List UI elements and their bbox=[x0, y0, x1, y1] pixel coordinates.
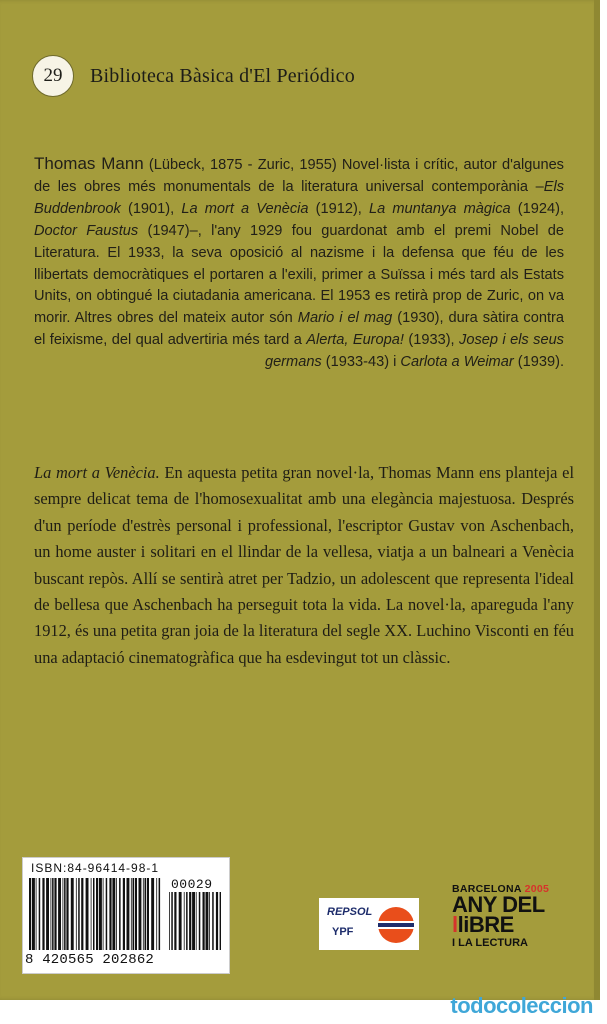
work-title: Els Buddenbrook bbox=[34, 178, 564, 217]
any-main-line-1: ANY DEL bbox=[452, 892, 545, 917]
bio-text: (1901), bbox=[120, 200, 182, 217]
barcode-bar bbox=[51, 878, 52, 950]
barcode-bar bbox=[179, 892, 182, 950]
barcode-bar bbox=[143, 878, 144, 950]
barcode-bar bbox=[36, 878, 37, 950]
any-main-line-2: liBRE bbox=[457, 912, 514, 937]
series-title: Biblioteca Bàsica d'El Periódico bbox=[90, 64, 355, 87]
barcode-bar bbox=[184, 892, 185, 950]
bio-text: (1933), bbox=[403, 332, 460, 349]
work-title: Carlota a Weimar bbox=[400, 354, 514, 371]
barcode-bar bbox=[206, 892, 209, 950]
barcode-bar bbox=[145, 878, 147, 950]
any-subtitle: I LA LECTURA bbox=[452, 937, 528, 949]
bio-text: (1930), dura sàtira contra el feixisme, del qual advertiria més tard a bbox=[34, 310, 564, 349]
barcode-bar bbox=[174, 892, 176, 950]
barcode-addon-bars bbox=[169, 892, 221, 950]
barcode-bar bbox=[103, 878, 104, 950]
bio-text: (Lübeck, 1875 - Zuric, 1955) Novel·lista i crític, autor d'algunes de les obres més monumentals de la literatura universal contemporània – bbox=[34, 157, 564, 195]
work-title: La mort a Venècia bbox=[181, 200, 309, 217]
barcode-bar bbox=[189, 892, 191, 950]
barcode-bar bbox=[86, 878, 89, 950]
author-name: Thomas Mann bbox=[34, 154, 144, 173]
barcode-bar bbox=[196, 892, 197, 950]
barcode-bar bbox=[133, 878, 135, 950]
barcode-bar bbox=[54, 878, 56, 950]
barcode-bar bbox=[78, 878, 80, 950]
any-year: 2005 bbox=[524, 883, 550, 895]
barcode-bar bbox=[109, 878, 111, 950]
barcode-bar bbox=[112, 878, 115, 950]
barcode-bar bbox=[203, 892, 205, 950]
barcode-bar bbox=[212, 892, 214, 950]
barcode-bar bbox=[63, 878, 64, 950]
book-title: La mort a Venècia. bbox=[34, 463, 160, 482]
barcode-bar bbox=[91, 878, 92, 950]
any-red-l: l bbox=[452, 912, 458, 937]
barcode-bar bbox=[32, 878, 35, 950]
barcode-block bbox=[22, 857, 230, 974]
barcode-bar bbox=[220, 892, 221, 950]
book-description bbox=[34, 460, 574, 671]
any-del-llibre-logo bbox=[452, 883, 562, 949]
work-title: Mario i el mag bbox=[297, 310, 393, 327]
barcode-bar bbox=[39, 878, 41, 950]
repsol-emblem-icon bbox=[377, 906, 415, 944]
barcode-bar bbox=[96, 878, 98, 950]
barcode-bar bbox=[192, 892, 195, 950]
barcode-bar bbox=[135, 878, 137, 950]
barcode-bar bbox=[151, 878, 154, 950]
barcode-bar bbox=[156, 878, 157, 950]
work-title: Josep i els seus germans bbox=[264, 332, 564, 371]
barcode-bar bbox=[127, 878, 130, 950]
barcode-bar bbox=[64, 878, 66, 950]
barcode-bar bbox=[42, 878, 44, 950]
barcode-addon-number: 00029 bbox=[171, 877, 213, 892]
barcode-bar bbox=[209, 892, 210, 950]
barcode-bar bbox=[186, 892, 188, 950]
isbn-label: ISBN:84-96414-98-1 bbox=[31, 861, 160, 875]
barcode-bar bbox=[93, 878, 95, 950]
barcode-bar bbox=[199, 892, 201, 950]
barcode-bar bbox=[116, 878, 117, 950]
series-number-badge: 29 bbox=[32, 55, 74, 97]
description-text: En aquesta petita gran novel·la, Thomas Mann ens planteja el sempre delicat tema de l'homosexualitat amb una elegància majestuosa. Després d'un període d'estrès personal i professional, l'escriptor Gustav von Aschenbach, un home auster i solitari en el llindar de la vellesa, viatja a un balneari a Venècia buscant repòs. Allí se sentirà atret per Tadzio, un adolescent que representa l'ideal de bellesa que Aschenbach ha perseguit tota la vida. La novel·la, apareguda l'any 1912, és una petita gran joia de la literatura del segle XX. Luchino Visconti en féu una adaptació cinematogràfica que ha esdevingut tot un clàssic. bbox=[34, 463, 574, 667]
work-title: La muntanya màgica bbox=[369, 200, 511, 217]
barcode-bar bbox=[58, 878, 61, 950]
bio-text: (1912), bbox=[308, 200, 369, 217]
watermark: todocoleccion bbox=[450, 993, 593, 1018]
barcode-bar bbox=[66, 878, 68, 950]
barcode-bar bbox=[106, 878, 108, 950]
bio-text: (1933-43) i bbox=[321, 354, 401, 371]
barcode-bar bbox=[171, 892, 173, 950]
series-header bbox=[32, 54, 355, 98]
barcode-bar bbox=[169, 892, 170, 950]
barcode-bar bbox=[131, 878, 132, 950]
any-city: BARCELONA bbox=[452, 883, 522, 895]
work-title: Doctor Faustus bbox=[34, 222, 139, 239]
bio-text: (1947)–, l'any 1929 fou guardonat amb el premi Nobel de Literatura. El 1933, la seva oposició al nazisme i la defensa que féu de les llibertats democràtiques el portaren a l'exili, primer a Suïssa i més tard als Estats Units, on obtingué la ciutadania americana. El 1953 es retirà prop de Zuric, on va morir. Altres obres del mateix autor són bbox=[34, 222, 565, 327]
author-biography bbox=[34, 153, 564, 374]
repsol-ypf-logo bbox=[319, 898, 419, 950]
barcode-bar bbox=[81, 878, 83, 950]
barcode-bar bbox=[46, 878, 49, 950]
barcode-bar bbox=[119, 878, 121, 950]
barcode-bars bbox=[29, 878, 161, 950]
bio-text: (1939). bbox=[513, 354, 564, 371]
barcode-bar bbox=[52, 878, 54, 950]
barcode-bar bbox=[147, 878, 149, 950]
repsol-wordmark: REPSOL bbox=[327, 906, 373, 918]
barcode-bar bbox=[76, 878, 77, 950]
barcode-digits: 8 420565 202862 bbox=[25, 952, 155, 968]
barcode-bar bbox=[123, 878, 125, 950]
barcode-bar bbox=[216, 892, 218, 950]
barcode-bar bbox=[71, 878, 74, 950]
barcode-bar bbox=[139, 878, 142, 950]
barcode-bar bbox=[29, 878, 31, 950]
work-title: Alerta, Europa! bbox=[306, 332, 404, 349]
bio-text: (1924), bbox=[510, 200, 565, 217]
ypf-wordmark: YPF bbox=[332, 926, 354, 938]
barcode-bar bbox=[159, 878, 161, 950]
barcode-bar bbox=[99, 878, 102, 950]
